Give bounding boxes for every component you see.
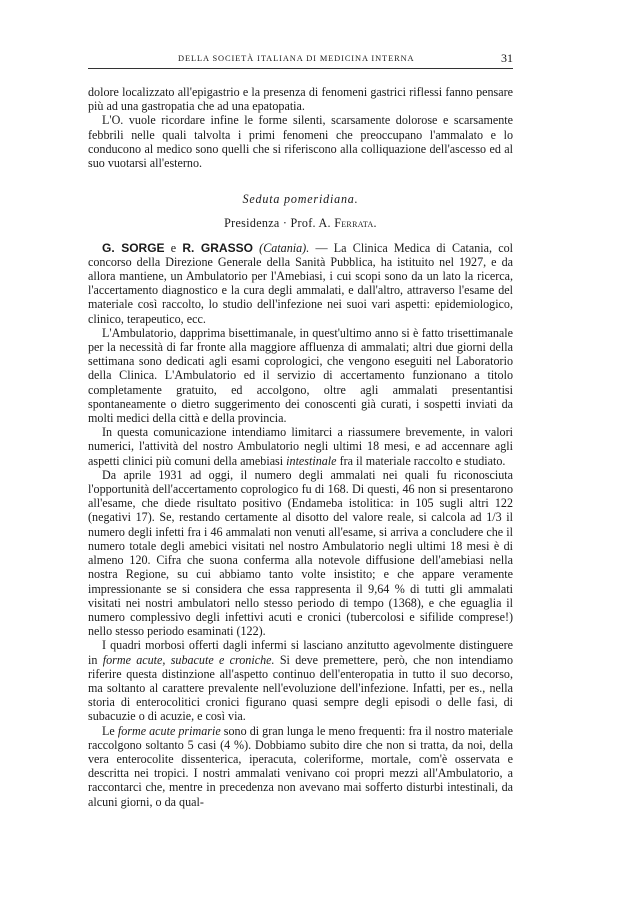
presidency-name: Ferrata. [334,216,377,231]
paragraph-text: I quadri morbosi offerti dagli infermi si lasciano anzitutto agevolmente distinguere in [88,638,513,667]
author-conjunction: e [170,240,177,255]
emphasis: forme acute primarie [117,723,221,738]
paragraph-text: fra il materiale raccolto e studiato. [339,453,506,468]
paragraph-text: — La Clinica Medica di Catania, col concorso della Direzione Generale della Sanità Pubblica, ha istituito nel 1927, e da allora mantiene, un Ambulatorio per l'Amebiasi, i cui scopi sono da un lato la ricerca, l'accertamento diagnostico e la cura degli ammalati, e dall'altro, attraverso l'esame del materiale così raccolto, lo studio dell'infezione nei suoi vari aspetti: epidemiologico, clinico, terapeutico, ecc. [88,240,514,326]
running-title: DELLA SOCIETÀ ITALIANA DI MEDICINA INTERNA [178,54,415,63]
paragraph: L'O. vuole ricordare infine le forme silenti, scarsamente dolorose e scarsamente febbrili nelle quali talvolta i primi fenomeni che preoccupano l'ammalato e lo conducono al medico sono quelli che si riferiscono alla colliquazione dell'ascesso ed al suo vuotarsi all'esterno. [88,113,513,171]
presidency-label: Presidenza · Prof. A. [224,216,331,231]
paragraph-text: Le [102,723,115,738]
page [88,50,513,809]
author-location: (Catania). [259,240,310,255]
paragraph-text: In questa comunicazione intendiamo limitarci a riassumere brevemente, in valori numerici, l'attività del nostro Ambulatorio negli ultimi 18 mesi, e ad accennare agli aspetti clinici più comuni della amebiasi [88,425,513,468]
paragraph: L'Ambulatorio, dapprima bisettimanale, in quest'ultimo anno si è fatto trisettimanale per la necessità di far fronte alla maggiore affluenza di ammalati; altri due giorni della settimana sono dedicati agli esami coprologici, che vengono eseguiti nel Laboratorio della Clinica. L'Ambulatorio ed il servizio di accertamento funzionano a titolo completamente gratuito, ed accolgono, oltre agli ammalati presentantisi spontaneamente o dietro suggerimento dei conoscenti già curati, i sospetti inviati da molti medici della città e della provincia. [88,325,513,426]
body-text [88,85,513,809]
page-number: 31 [501,51,513,65]
paragraph: dolore localizzato all'epigastrio e la presenza di fenomeni gastrici riflessi fanno pensare più ad una gastropatia che ad una epatopatia. [88,85,513,114]
paragraph-text: sono di gran lunga le meno frequenti: fra il nostro materiale raccolgono soltanto 5 casi (4 %). Dobbiamo subito dire che non si tratta, da noi, della vera enterocolite dissenterica, iperacuta, coleriforme, mortale, com'è osservata e descritta nei tropici. I nostri ammalati venivano coi propri mezzi all'Ambulatorio, a raccontarci che, mentre in precedenza non avevano mai sofferto disturbi intestinali, da alcuni giorni, o da qual- [88,723,514,809]
paragraph-text: Si deve premettere, però, che non intendiamo riferire questa distinzione all'aspetto continuo dell'enteropatia in tutto il suo decorso, ma soltanto al carattere prevalente nell'evoluzione dell'infezione. Infatti, per es., nella storia di enterocolitici cronici figurano quasi sempre degli episodi o delle fasi, di subacuzie o di acuzie, e così via. [88,652,514,724]
emphasis: intestinale [286,453,337,468]
session-title: Seduta pomeridiana. [242,192,359,207]
author-name: R. GRASSO [182,240,253,255]
paragraph: Da aprile 1931 ad oggi, il numero degli ammalati nei quali fu riconosciuta l'opportunità dell'accertamento coprologico fu di 168. Di questi, 46 non si presentarono all'esame, che diede risultato positivo (Endameba istolitica: in 105 sugli altri 122 (negativi 17). Se, restando certamente al disotto del valore reale, si calcola ad 1/3 il numero degli infetti fra i 46 ammalati non venuti all'esame, si arriva a concludere che il numero totale degli amebici visitati nel nostro Ambulatorio negli ultimi 18 mesi è di almeno 120. Cifra che suona conferma alla notevole diffusione dell'amebiasi nella nostra Regione, su cui abbiamo tanto volte insistito; e che appare veramente impressionante se si considera che essa rappresenta il 9,64 % di tutti gli ammalati visitati nei nostri ambulatori nello stesso periodo di tempo (1368), e che eguaglia il numero complessivo degli infettivi acuti e cronici (tubercolosi e sifilide comprese!) nello stesso periodo esaminati (122). [88,467,513,639]
paragraph [88,425,513,468]
paragraph [88,638,513,723]
presidency-line [88,216,513,230]
paragraph [88,724,513,809]
author-name: G. SORGE [102,240,165,255]
emphasis: forme acute, subacute e croniche. [102,652,275,667]
running-header [88,50,513,69]
article-first-paragraph [88,241,513,326]
